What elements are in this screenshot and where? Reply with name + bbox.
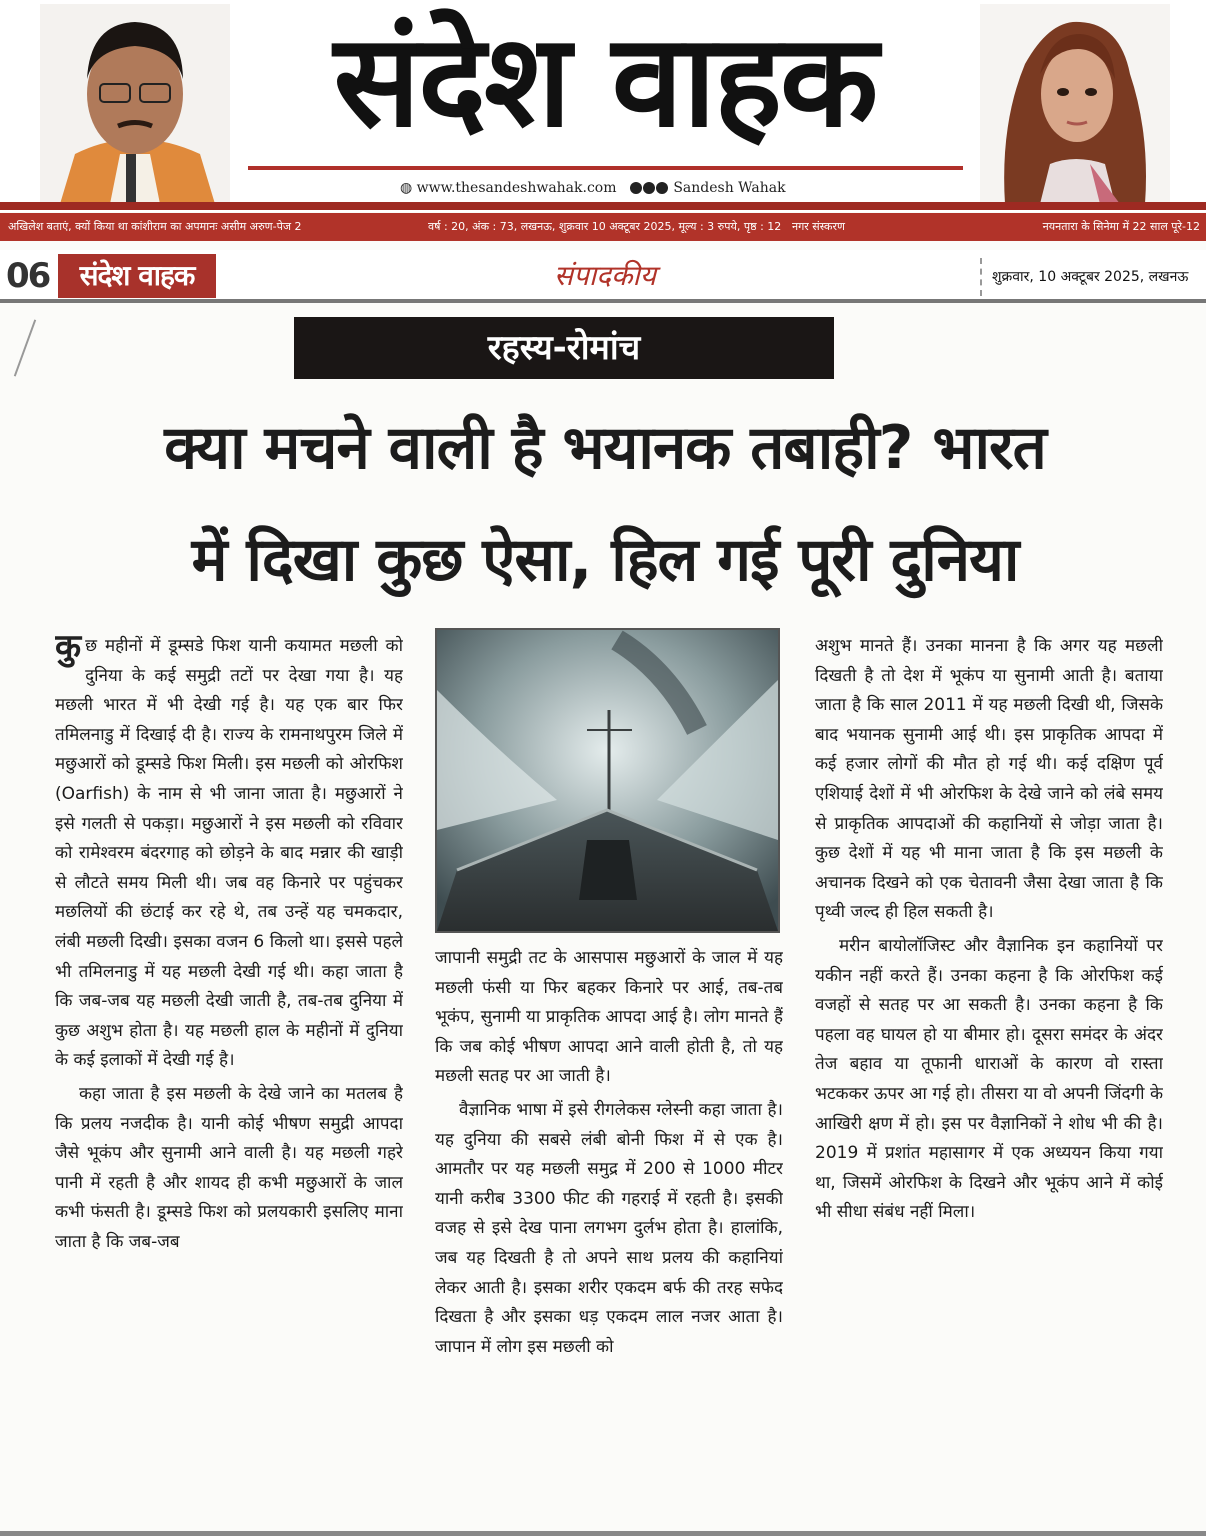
headline-line-1: क्या मचने वाली है भयानक तबाही? भारत — [164, 413, 1046, 483]
article-column-3 — [815, 632, 1163, 1536]
col2-paragraph-2: वैज्ञानिक भाषा में इसे रीगलेकस ग्लेस्नी कहा जाता है। यह दुनिया की सबसे लंबी बोनी फिश में से एक है। आमतौर पर यह मछली समुद्र में 200 से 1000 मीटर यानी करीब 3300 फीट की गहराई में रहती है। इसकी वजह से इसे देख पाना लगभग दुर्लभ होता है। हालांकि, जब यह दिखती है तो अपने साथ प्रलय की कहानियां लेकर आती है। इसका शरीर एकदम बर्फ की तरह सफेद दिखता है और इसका धड़ एकदम लाल नजर आता है। जापान में लोग इस मछली को — [435, 1099, 783, 1357]
article-column-2 — [435, 944, 783, 1536]
logo-underline — [248, 166, 963, 170]
page-date: शुक्रवार, 10 अक्टूबर 2025, लखनऊ — [992, 269, 1189, 285]
globe-icon: ◍ — [400, 180, 413, 196]
section-title: संपादकीय — [554, 259, 656, 292]
storm-ship-image — [435, 628, 780, 933]
twitter-icon[interactable] — [643, 182, 655, 194]
col3-paragraph-1: अशुभ मानते हैं। उनका मानना है कि अगर यह मछली दिखती है तो देश में भूकंप या सुनामी आती है। बताया जाता है कि साल 2011 में यह मछली दिखी थी, जिसके बाद भयानक सुनामी आई थी। इस प्राकृतिक आपदा में कई हजार लोगों की मौत हो गई थी। कई दक्षिण पूर्व एशियाई देशों में भी ओरफिश के देखे जाने को लंबे समय से प्राकृतिक आपदाओं की कहानियों से जोड़ा जाता है। कुछ देशों में यह भी माना जाता है कि इस मछली के अचानक दिखने को एक चेतावनी जैसा देखा जाता है कि पृथ्वी जल्द ही हिल सकती है। — [815, 636, 1163, 923]
website-link[interactable]: www.thesandeshwahak.com — [416, 180, 617, 196]
decorative-slash — [14, 319, 36, 376]
page-header — [0, 250, 1206, 302]
dropcap: कु — [55, 632, 82, 667]
header-divider — [980, 258, 982, 296]
left-teaser[interactable]: अखिलेश बताएं, क्यों किया था कांशीराम का अपमानः असीम अरुण-पेज 2 — [8, 220, 302, 233]
edition-label: नगर संस्करण — [792, 220, 845, 233]
masthead-info-bar — [0, 213, 1206, 241]
actress-photo — [980, 4, 1170, 204]
col2-paragraph-1: जापानी समुद्री तट के आसपास मछुआरों के जाल में यह मछली फंसी या फिर बहकर किनारे पर आई, तब-तब भूकंप, सुनामी या प्राकृतिक आपदा आई है। लोग मानते हैं कि जब कोई भीषण आपदा आने वाली होती है, तो यह मछली सतह पर आ जाती है। — [435, 948, 783, 1087]
web-links — [400, 180, 786, 196]
article-column-1 — [55, 632, 403, 1536]
facebook-icon[interactable] — [630, 182, 642, 194]
social-handle: Sandesh Wahak — [673, 180, 786, 196]
instagram-icon[interactable] — [656, 182, 668, 194]
masthead — [0, 0, 1206, 212]
article-headline — [40, 392, 1170, 616]
page-number: 06 — [6, 256, 50, 296]
masthead-red-rule — [0, 202, 1206, 210]
headline-line-2: में दिखा कुछ ऐसा, हिल गई पूरी दुनिया — [191, 525, 1019, 595]
article-kicker: रहस्य-रोमांच — [294, 317, 834, 379]
col1-paragraph-2: कहा जाता है इस मछली के देखे जाने का मतलब है कि प्रलय नजदीक है। यानी कोई भीषण समुद्री आपदा जैसे भूकंप और सुनामी आने वाली है। यह मछली गहरे पानी में रहती है और शायद ही कभी मछुआरों के जाल कभी फंसती है। डूम्सडे फिश को प्रलयकारी इसलिए माना जाता है कि जब-जब — [55, 1083, 403, 1252]
col1-paragraph-1: छ महीनों में डूम्सडे फिश यानी कयामत मछली को दुनिया के कई समुद्री तटों पर देखा गया है। यह मछली भारत में भी देखी गई है। यह एक बार फिर तमिलनाडु में दिखाई दी है। राज्य के रामनाथपुरम जिले में मछुआरों को डूम्सडे फिश मिली। इस मछली को ओरफिश (Oarfish) के नाम से भी जाना जाता है। मछुआरों ने इसे गलती से पकड़ा। मछुआरों ने इस मछली को रविवार को रामेश्वरम बंदरगाह को छोड़ने के बाद मन्नार की खाड़ी से लौटते समय मिली थी। जब वह किनारे पर पहुंचकर मछलियों की छंटाई कर रहे थे, तब उन्हें यह चमकदार, लंबी मछली दिखी। इसका वजन 6 किलो था। इससे पहले भी तमिलनाडु में यह मछली देखी गई थी। कहा जाता है कि जब-जब यह मछली देखी जाती है, तब-तब दुनिया में कुछ अशुभ होता है। यह मछली हाल के महीनों में दुनिया के कई इलाकों में देखी गई है। — [55, 636, 403, 1071]
page-bottom-rule — [0, 1531, 1206, 1536]
col3-paragraph-2: मरीन बायोलॉजिस्ट और वैज्ञानिक इन कहानियों पर यकीन नहीं करते हैं। उनका कहना है कि ओरफिश कई वजहों से सतह पर आ सकती है। उनका कहना है कि पहला वह घायल हो या बीमार हो। दूसरा समंदर के अंदर तेज बहाव या तूफानी धाराओं के कारण वो रास्ता भटककर ऊपर आ गई हो। तीसरा या वो अपनी जिंदगी के आखिरी क्षण में हो। इस पर वैज्ञानिकों ने शोध भी की है। 2019 में प्रशांत महासागर में एक अध्ययन किया गया था, जिसमें ओरफिश के दिखने और भूकंप आने में कोई भी सीधा संबंध नहीं मिला। — [815, 935, 1163, 1223]
issue-info: वर्ष : 20, अंक : 73, लखनऊ, शुक्रवार 10 अक्टूबर 2025, मूल्य : 3 रुपये, पृष्ठ : 12 — [428, 220, 782, 233]
politician-photo — [40, 4, 230, 204]
header-rule — [0, 299, 1206, 303]
page-logo: संदेश वाहक — [58, 254, 216, 298]
newspaper-logo: संदेश वाहक — [333, 7, 877, 156]
right-teaser[interactable]: नयनतारा के सिनेमा में 22 साल पूरे-12 — [1042, 220, 1200, 233]
